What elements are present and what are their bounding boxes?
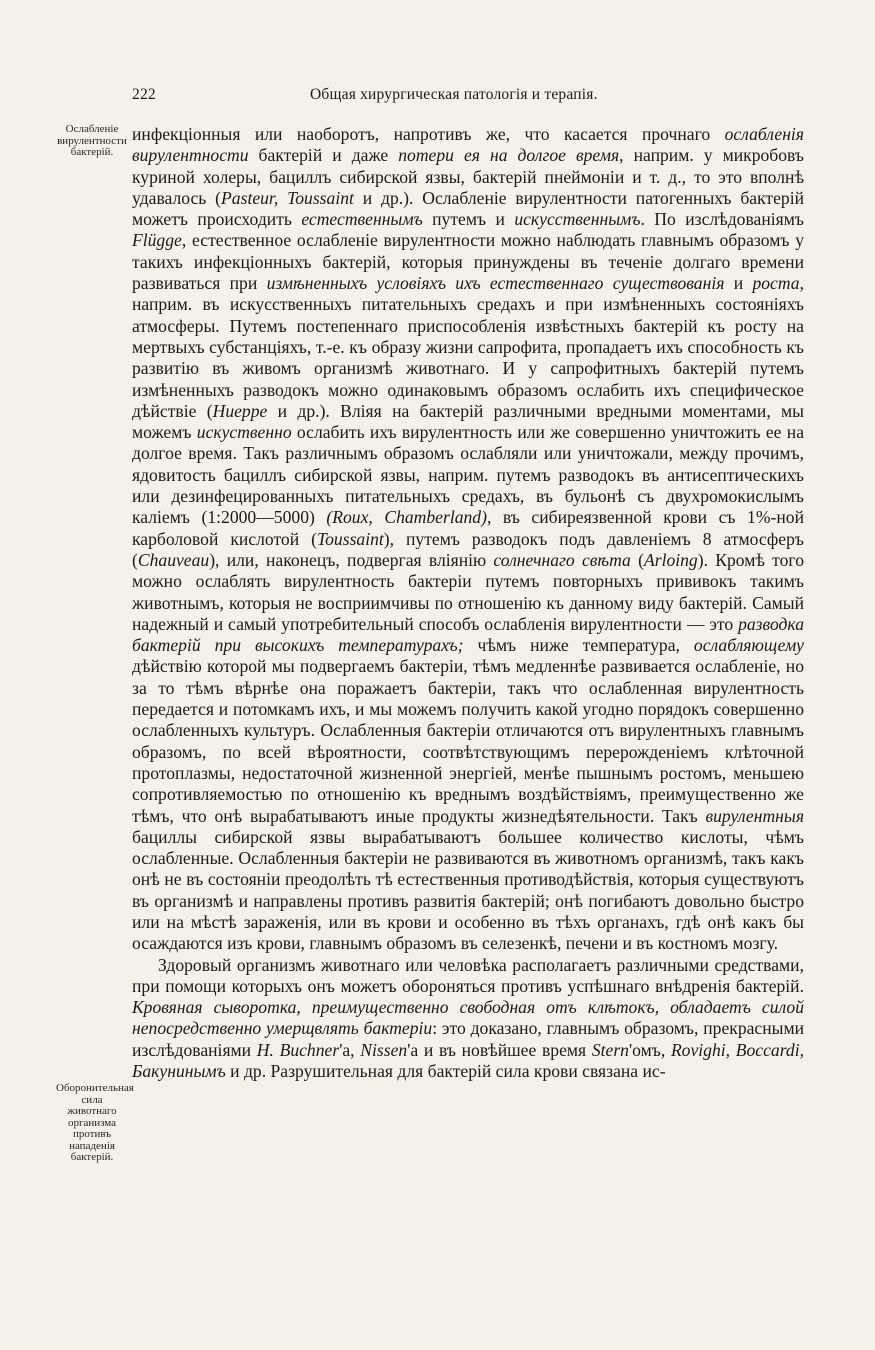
italic-run: вирулентныя [705, 805, 804, 826]
italic-run: измѣненныхъ условіяхъ ихъ естественнаго существованія [266, 273, 725, 294]
italic-run: (Roux, Chamberland) [326, 507, 487, 528]
text-run: ). Кромѣ того можно ослаблять вирулентность бактеріи путемъ повторныхъ прививокъ такимъ животнымъ, которыя не восприимчивы по отношенію къ данному виду бактерій. Самый надежный и самый употребительный способъ ослабленія вирулентности — это [132, 549, 805, 634]
text-run: ( [630, 549, 644, 570]
running-title: Общая хирургическая патологія и терапія. [310, 86, 598, 103]
text-run: и др.). Ослабленіе вирулентности патогенныхъ бактерій можетъ происходить [132, 187, 805, 230]
italic-run: искусственнымъ [514, 209, 641, 230]
italic-run: искуственно [196, 422, 292, 443]
italic-run: ослабленія вирулентности [132, 124, 804, 166]
italic-run: солнечнаго свѣта [493, 549, 631, 570]
italic-run: Stern [591, 1039, 629, 1060]
text-run: , наприм. у микробовъ куриной холеры, бациллъ сибирской язвы, бактерій пнеймоніи и т. д., то это вполнѣ удавалось ( [132, 145, 805, 208]
text-run: и др. Разрушительная для бактерій сила крови связана ис- [225, 1061, 666, 1082]
text-run: ), путемъ разводокъ подъ давленіемъ 8 атмосферъ ( [132, 528, 805, 570]
text-run: , наприм. въ искусственныхъ питательныхъ средахъ и при измѣненныхъ состояніяхъ атмосферы. Путемъ постепеннаго приспособленія извѣстныхъ бактерій къ росту на мертвыхъ субстанціяхъ, т.-е. къ образу жизни сапрофита, пропадаетъ ихъ способность къ развитію въ живомъ организмѣ животнаго. И у сапрофитныхъ бактерій путемъ измѣненныхъ разводокъ можно одинаковымъ образомъ ослабить ихъ специфическое дѣйствіе ( [132, 273, 804, 421]
italic-run: Rovighi, Boccardi, Бакунинымъ [132, 1039, 804, 1082]
italic-run: Chauveau [137, 549, 210, 570]
italic-run: ослабляющему [693, 635, 804, 656]
text-run: , въ сибиреязвенной крови съ 1%-ной карболовой кислотой ( [132, 507, 804, 549]
italic-run: H. Buchner [256, 1039, 340, 1060]
italic-run: Arloing [643, 549, 698, 570]
italic-run: естественнымъ [301, 209, 423, 230]
text-run: инфекціонныя или наоборотъ, напротивъ же, что касается прочнаго [132, 124, 725, 144]
text-run: 'омъ, [628, 1039, 671, 1060]
italic-run: Pasteur, Toussaint [221, 187, 354, 208]
margin-note-attenuation: Ослабленіе вирулентности бактерій. [57, 123, 127, 158]
text-run: и [724, 273, 753, 294]
italic-run: Кровяная сыворотка, преимущественно свободная отъ клѣтокъ, обладаетъ силой непосредственно умерщвлять бактеріи [132, 997, 804, 1039]
text-run: , естественное ослабленіе вирулентности можно наблюдать главнымъ образомъ у такихъ инфекціонныхъ бактерій, которыя принуждены въ теченіе долгаго времени развиваться при [132, 230, 804, 294]
italic-run: Hueppe [212, 400, 268, 421]
page-number: 222 [132, 86, 156, 103]
text-run: бациллы сибирской язвы вырабатываютъ большее количество кислоты, чѣмъ ослабленные. Ослабленныя бактеріи не развиваются въ животномъ организмѣ, такъ какъ онѣ не въ состояніи преодолѣть тѣ естественныя противодѣйствія, которыя существуютъ въ организмѣ и направлены противъ развитія бактерій; онѣ погибаютъ довольно быстро или на мѣстѣ зараженія, или въ крови и особенно въ тѣхъ органахъ, гдѣ онѣ какъ бы осаждаются изъ крови, главнымъ образомъ въ селезенкѣ, печени и въ костномъ мозгу. [132, 826, 804, 954]
paragraph [132, 124, 804, 955]
text-run: 'а и въ новѣйшее время [407, 1039, 592, 1060]
text-run: : это доказано, главнымъ образомъ, прекрасными изслѣдованіями [132, 1018, 805, 1060]
text-run: дѣйствію которой мы подвергаемъ бактеріи, тѣмъ медленнѣе развивается ослабленіе, но за то тѣмъ вѣрнѣе она поражаетъ бактеріи, такъ что ослабленная вирулентность передается и потомкамъ ихъ, и мы можемъ получить какой угодно порядокъ совершенно ослабленныхъ культуръ. Ослабленныя бактеріи отличаются отъ вирулентныхъ главнымъ образомъ, по всей вѣроятности, соотвѣтствующимъ перерожденіемъ клѣточной протоплазмы, недостаточной жизненной энергіей, менѣе пышнымъ ростомъ, меньшею сопротивляемостью по отношенію къ вреднымъ воздѣйствіямъ, преимущественно же тѣмъ, что онѣ вырабатываютъ иные продукты жизнедѣятельности. Такъ [132, 656, 804, 826]
text-run: чѣмъ ниже температура, [463, 635, 694, 656]
paragraph [132, 955, 804, 1083]
text-run: . По изслѣдованіямъ [640, 209, 804, 230]
italic-run: Nissen [360, 1039, 408, 1060]
italic-run: разводка бактерій при высокихъ температурахъ; [132, 613, 804, 656]
italic-run: Flügge [132, 230, 182, 251]
italic-run: потери ея на долгое время [398, 145, 620, 166]
text-run: бактерій и даже [248, 145, 399, 166]
margin-note-defense: Оборонительная сила животнаго организма противъ нападенія бактерій. [56, 1082, 134, 1163]
body-text [132, 124, 804, 1082]
text-run: путемъ и [422, 209, 515, 230]
italic-run: роста [752, 273, 800, 294]
text-run: ), или, наконецъ, подвергая вліянію [209, 549, 494, 570]
italic-run: Toussaint [316, 528, 384, 549]
text-run: 'а, [339, 1039, 361, 1060]
text-run: и др.). Вліяя на бактерій различными вредными моментами, мы можемъ [132, 400, 804, 443]
text-run: Здоровый организмъ животнаго или человѣка располагаетъ различными средствами, при помощи которыхъ онъ можетъ обороняться противъ успѣшнаго внѣдренія бактерій. [132, 954, 804, 996]
text-run: ослабить ихъ вирулентность или же совершенно уничтожить ее на долгое время. Такъ различнымъ образомъ ослабляли или уничтожали, между прочимъ, ядовитость бациллъ сибирской язвы, наприм. путемъ разводокъ въ антисептическихъ или дезинфецированныхъ питательныхъ средахъ, въ бульонѣ съ двухромокислымъ каліемъ (1:2000—5000) [132, 422, 804, 528]
